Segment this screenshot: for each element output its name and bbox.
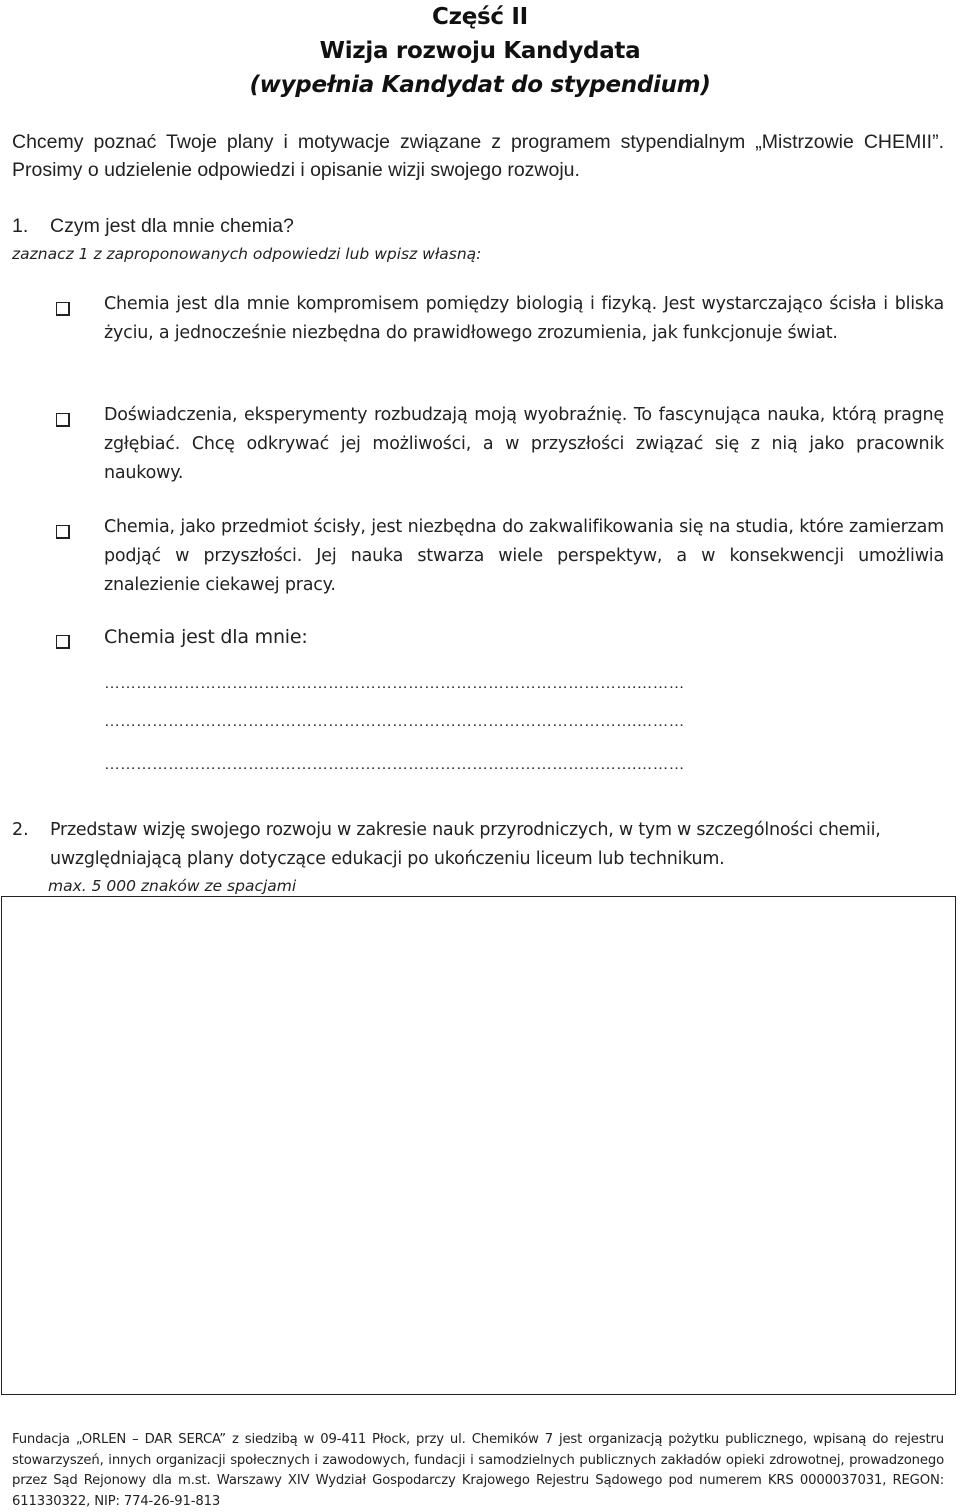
intro-paragraph: Chcemy poznać Twoje plany i motywacje związane z programem stypendialnym „Mistrzowie CHEMII”. Prosimy o udzielenie odpowiedzi i opisanie wizji swojego rozwoju. <box>12 131 944 181</box>
answer-textarea[interactable] <box>1 896 956 1395</box>
section-title: Wizja rozwoju Kandydata <box>319 38 641 64</box>
checkbox-icon[interactable] <box>56 635 70 649</box>
checkbox-icon[interactable] <box>56 302 70 316</box>
footer-legal-note: Fundacja „ORLEN – DAR SERCA” z siedzibą w 09-411 Płock, przy ul. Chemików 7 jest organizacją pożytku publicznego, wpisaną do rejestru stowarzyszeń, innych organizacji społecznych i zawodowych, fundacji i samodzielnych publicznych zakładów opieki zdrowotnej, prowadzonego przez Sąd Rejonowy dla m.st. Warszawy XIV Wydział Gospodarczy Krajowego Rejestru Sądowego pod numerem KRS 0000037031, REGON: 611330322, NIP: 774-26-91-813 <box>12 1432 944 1509</box>
question-1-text: Czym jest dla mnie chemia? <box>50 215 294 237</box>
section-subtitle: (wypełnia Kandydat do stypendium) <box>249 72 711 98</box>
question-1-title <box>12 212 294 240</box>
option-label: Doświadczenia, eksperymenty rozbudzają moją wyobraźnię. To fascynująca nauka, którą pragnę zgłębiać. Chcę odkrywać jej możliwości, a w przyszłości związać się z nią jako pracownik naukowy. <box>104 405 944 483</box>
question-1-hint: zaznacz 1 z zaproponowanych odpowiedzi lub wpisz własną: <box>12 245 482 263</box>
question-2-number: 2. <box>12 820 29 840</box>
question-1-number: 1. <box>12 215 29 237</box>
part-title: Część II <box>432 4 528 30</box>
checkbox-icon[interactable] <box>56 525 70 539</box>
question-2-text: Przedstaw wizję swojego rozwoju w zakresie nauk przyrodniczych, w tym w szczególności chemii, uwzględniającą plany dotyczące edukacji po ukończeniu liceum lub technikum. <box>50 820 881 869</box>
custom-answer-line[interactable]: ……………………………………………………………………………………….……… <box>104 713 685 730</box>
checkbox-icon[interactable] <box>56 413 70 427</box>
custom-answer-line[interactable]: ……………………………………………………………………………………….……… <box>104 756 685 773</box>
option-label: Chemia jest dla mnie kompromisem pomiędzy biologią i fizyką. Jest wystarczająco ścisła i bliska życiu, a jednocześnie niezbędna do prawidłowego zrozumienia, jak funkcjonuje świat. <box>104 294 944 343</box>
page-header <box>0 0 960 102</box>
character-limit-note: max. 5 000 znaków ze spacjami <box>48 877 297 895</box>
option-label: Chemia, jako przedmiot ścisły, jest niezbędna do zakwalifikowania się na studia, które zamierzam podjąć w przyszłości. Jej nauka stwarza wiele perspektyw, a w konsekwencji umożliwia znalezienie ciekawej pracy. <box>104 517 944 595</box>
option-label: Chemia jest dla mnie: <box>104 626 308 648</box>
custom-answer-line[interactable]: ……………………………………………………………………………………….……… <box>104 675 685 692</box>
